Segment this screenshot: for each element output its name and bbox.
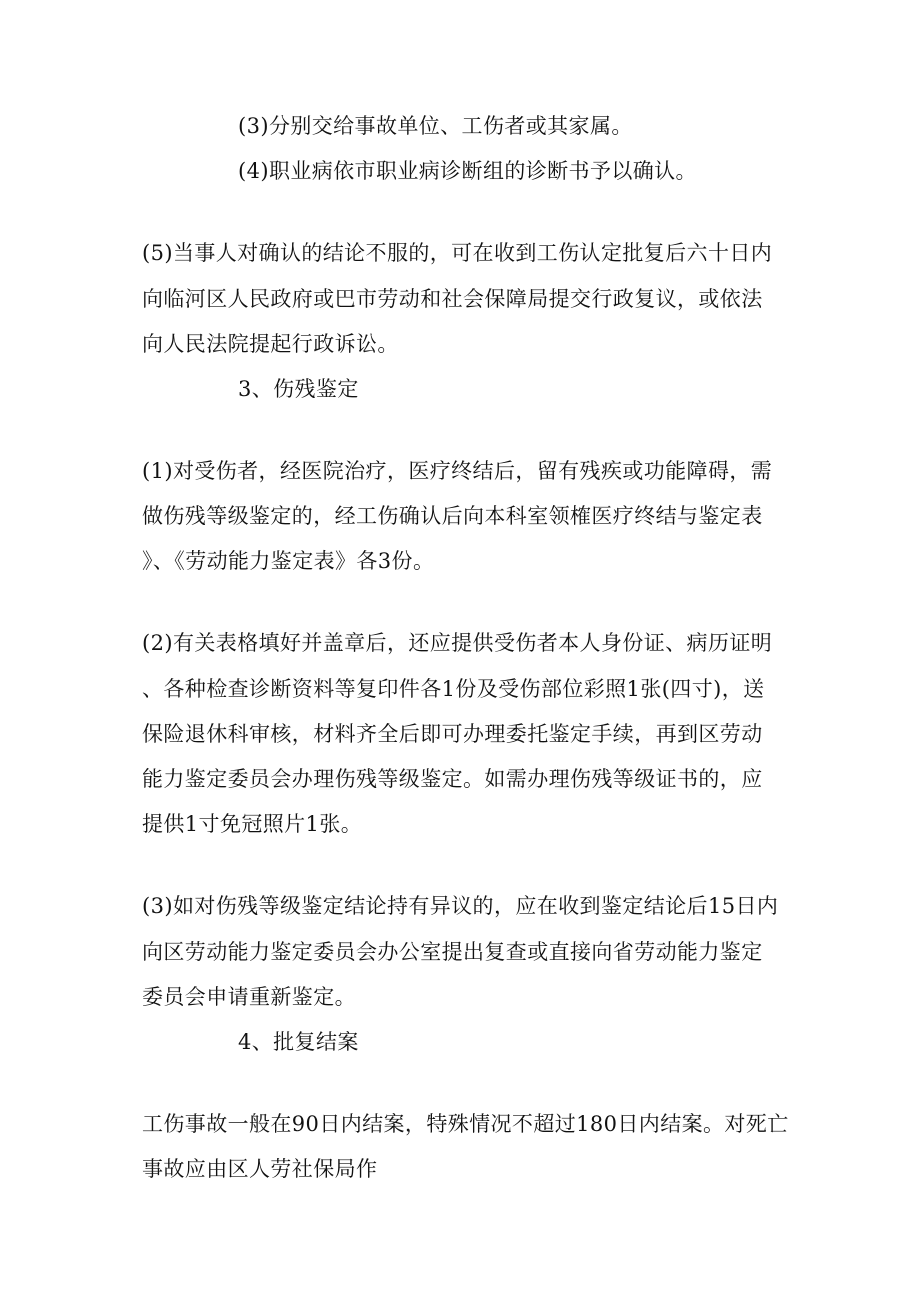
text-line: (3)分别交给事故单位、工伤者或其家属。: [238, 114, 633, 138]
text-line: 做伤残等级鉴定的，经工伤确认后向本科室领榷医疗终结与鉴定表: [142, 504, 763, 528]
section-heading: 3、伤残鉴定: [238, 377, 359, 401]
text-line: 保险退休科审核，材料齐全后即可办理委托鉴定手续，再到区劳动: [142, 722, 763, 746]
section-heading: 4、批复结案: [238, 1030, 359, 1054]
text-line: 能力鉴定委员会办理伤残等级鉴定。如需办理伤残等级证书的，应: [142, 767, 763, 791]
text-line: (5)当事人对确认的结论不服的，可在收到工伤认定批复后六十日内: [142, 241, 773, 265]
text-line: 提供1寸免冠照片1张。: [142, 812, 363, 836]
text-line: (2)有关表格填好并盖章后，还应提供受伤者本人身份证、病历证明: [142, 631, 773, 655]
text-line: 、各种检查诊断资料等复印件各1份及受伤部位彩照1张(四寸)，送: [142, 677, 765, 701]
text-line: 向区劳动能力鉴定委员会办公室提出复查或直接向省劳动能力鉴定: [142, 940, 763, 964]
text-line: 委员会申请重新鉴定。: [142, 985, 356, 1009]
text-line: 工伤事故一般在90日内结案，特殊情况不超过180日内结案。对死亡: [142, 1112, 789, 1136]
text-line: (4)职业病依市职业病诊断组的诊断书予以确认。: [238, 159, 697, 183]
text-line: 》、《劳动能力鉴定表》各3份。: [142, 549, 435, 573]
text-line: (1)对受伤者，经医院治疗，医疗终结后，留有残疾或功能障碍，需: [142, 459, 773, 483]
text-line: 向临河区人民政府或巴市劳动和社会保障局提交行政复议，或依法: [142, 287, 763, 311]
text-line: (3)如对伤残等级鉴定结论持有异议的，应在收到鉴定结论后15日内: [142, 894, 779, 918]
text-line: 向人民法院提起行政诉讼。: [142, 332, 399, 356]
text-line: 事故应由区人劳社保局作: [142, 1157, 378, 1181]
